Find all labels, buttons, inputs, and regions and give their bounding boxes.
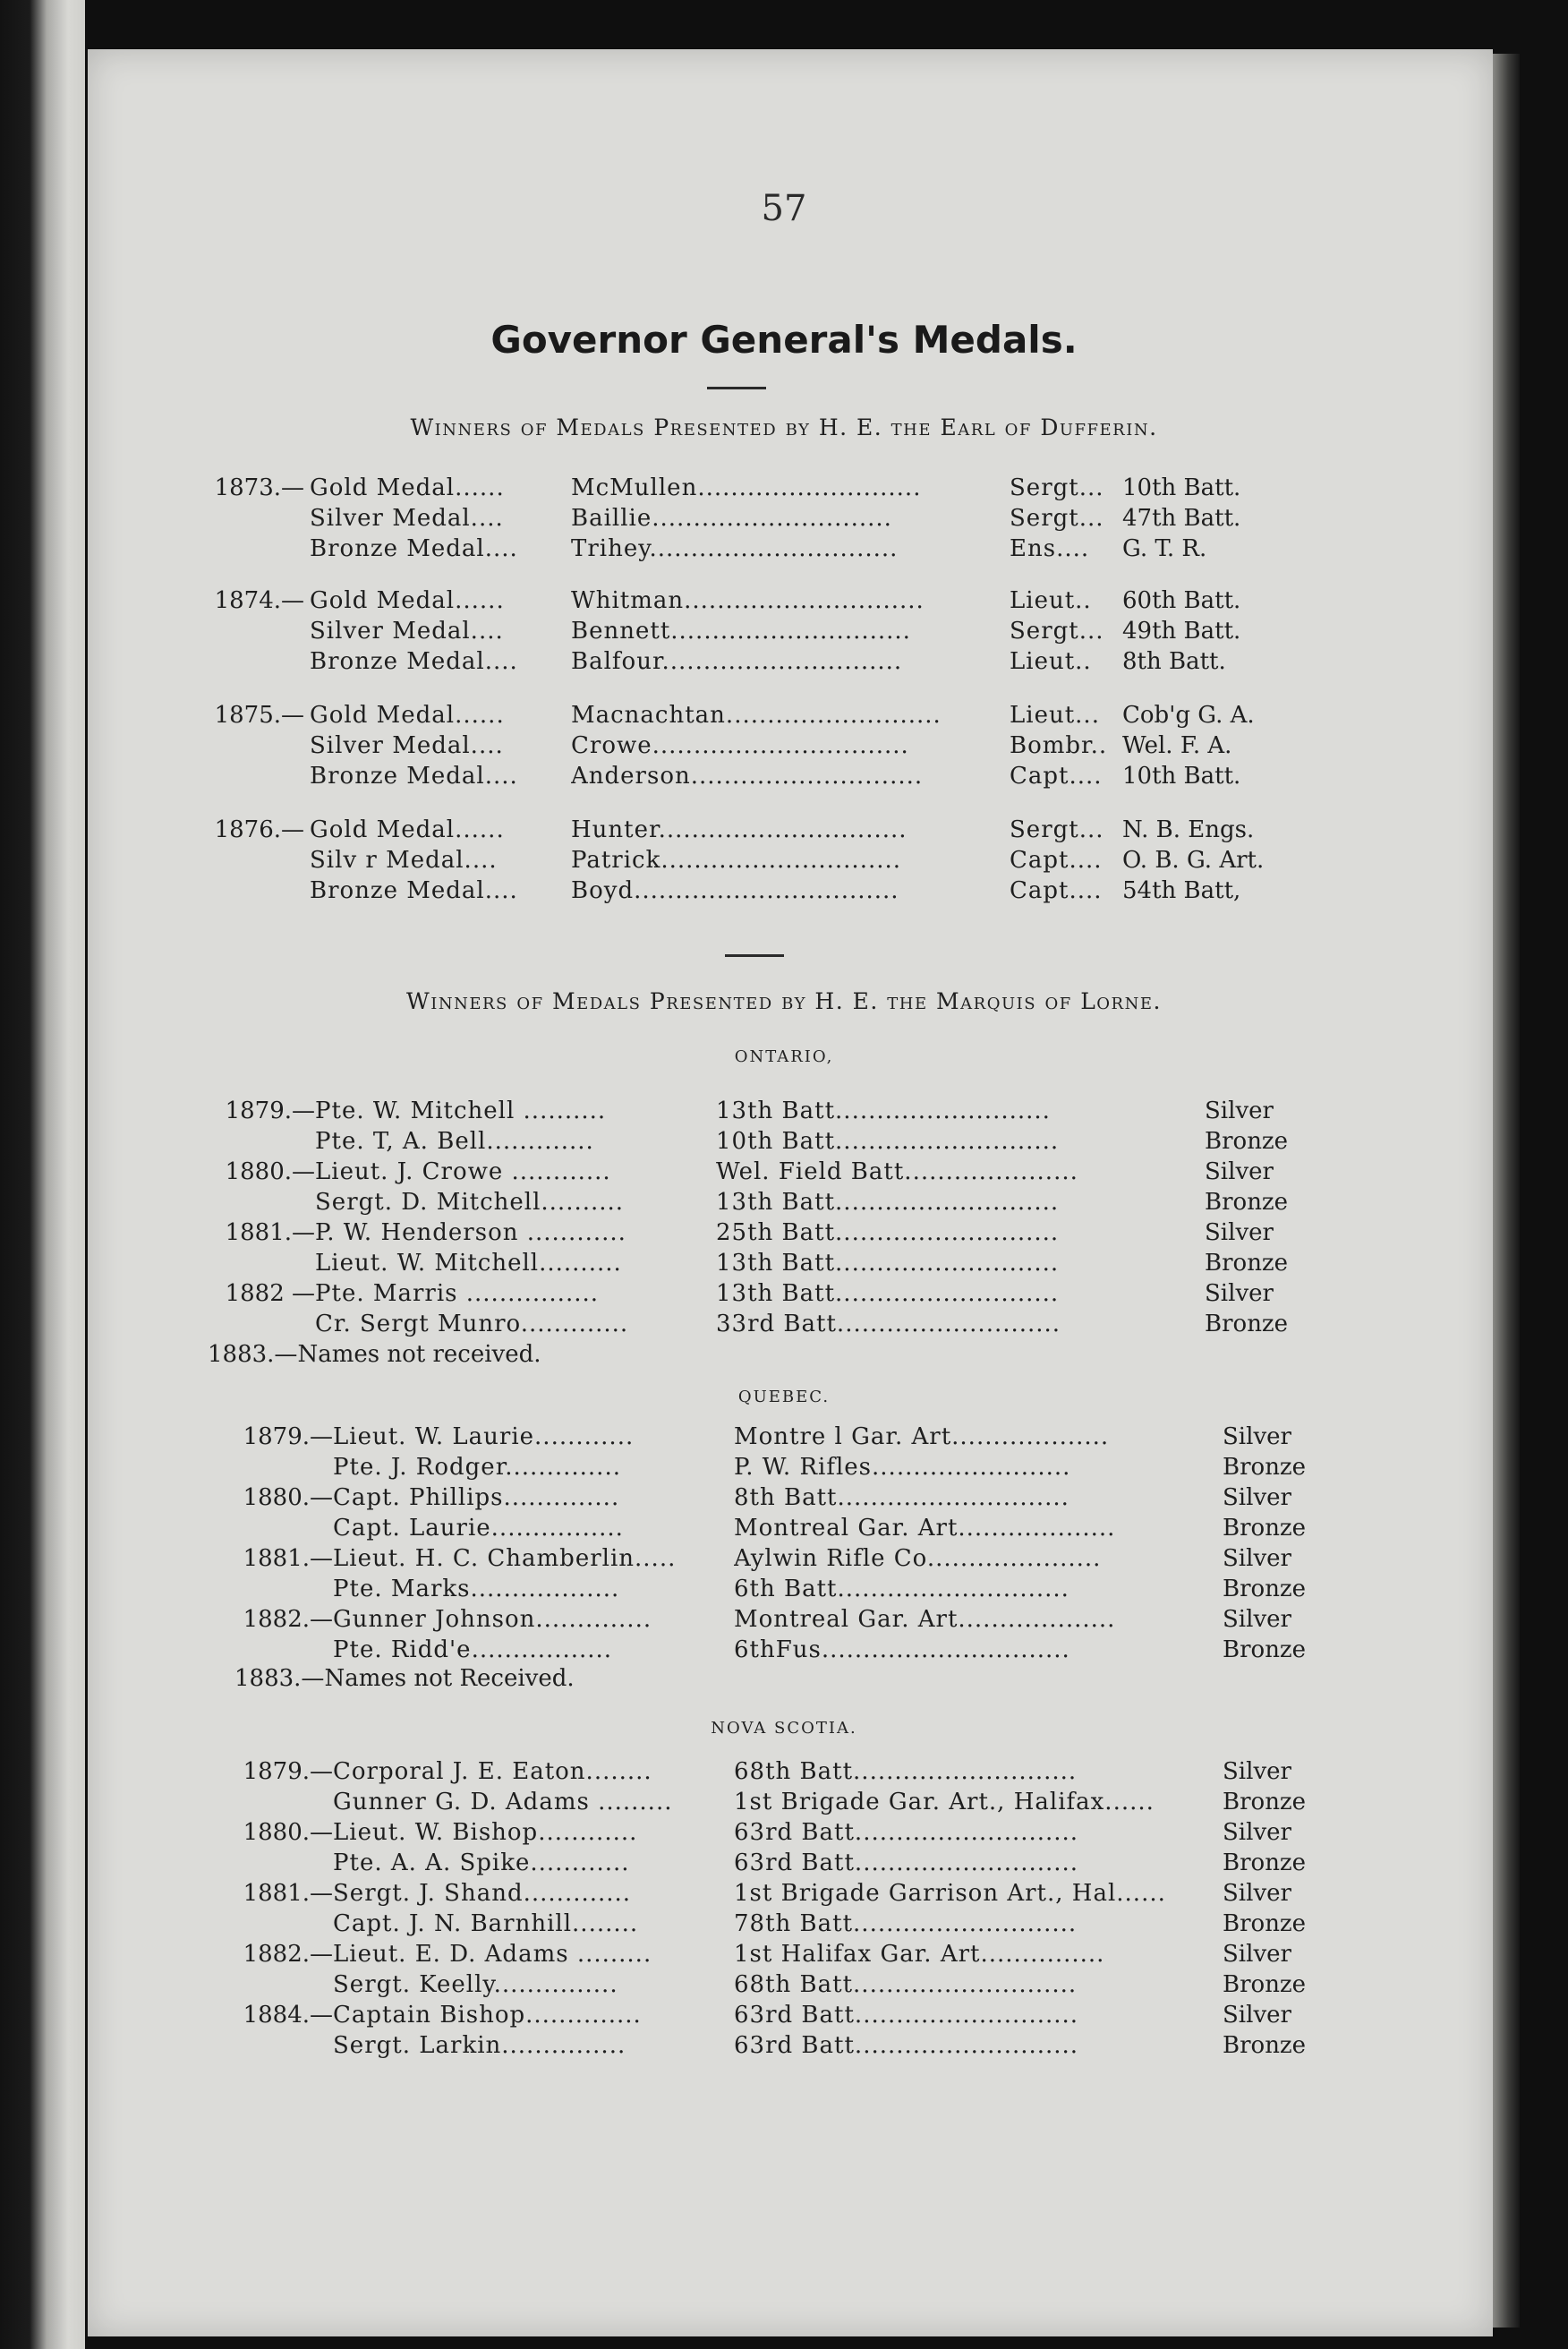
medal-row (234, 1423, 1321, 1454)
winner-name: Sergt. J. Shand............. (333, 1880, 632, 1907)
winner-rank: Sergt... (1010, 505, 1104, 532)
winner-unit: 47th Batt. (1122, 505, 1241, 532)
winner-name: Pte. Marks.................. (333, 1576, 620, 1602)
medal-row (199, 618, 1274, 648)
award-type: Bronze (1223, 1454, 1307, 1481)
winner-unit: 49th Batt. (1122, 618, 1241, 645)
award-year: 1881.— (243, 1880, 333, 1907)
winner-name: Sergt. Keelly............... (333, 1971, 618, 1998)
medal-year: 1875.— (214, 702, 304, 729)
winner-name: Sergt. D. Mitchell.......... (315, 1189, 625, 1216)
winner-corps: 1st Halifax Gar. Art............... (734, 1941, 1105, 1968)
award-year: 1881.— (243, 1545, 333, 1572)
award-year: 1880.— (243, 1819, 333, 1846)
medal-type: Silv r Medal.... (310, 847, 498, 874)
award-year: 1879.— (243, 1423, 333, 1450)
medal-row (234, 1910, 1321, 1941)
winner-name: Capt. Phillips.............. (333, 1484, 620, 1511)
winner-unit: N. B. Engs. (1122, 816, 1255, 843)
winner-name: P. W. Henderson ............ (315, 1219, 626, 1246)
winner-name: Balfour............................. (571, 648, 903, 675)
medal-row (199, 505, 1274, 535)
medal-row (234, 1758, 1321, 1789)
winner-rank: Lieut.. (1010, 648, 1092, 675)
medal-row (199, 587, 1274, 618)
winner-name: Lieut. W. Bishop............ (333, 1819, 638, 1846)
medal-row (234, 1484, 1321, 1515)
winner-unit: O. B. G. Art. (1122, 847, 1265, 874)
winner-corps: 13th Batt.......................... (716, 1098, 1051, 1124)
winner-corps: 6thFus.............................. (734, 1636, 1070, 1663)
winner-corps: 6th Batt............................ (734, 1576, 1069, 1602)
award-type: Silver (1223, 1545, 1291, 1572)
medal-row (217, 1128, 1303, 1158)
award-type: Bronze (1223, 1789, 1307, 1815)
medal-row (217, 1311, 1303, 1341)
winner-corps: 8th Batt............................ (734, 1484, 1069, 1511)
award-year: 1880.— (243, 1484, 333, 1511)
winner-corps: Montreal Gar. Art................... (734, 1606, 1116, 1633)
winner-rank: Capt.... (1010, 847, 1103, 874)
winner-name: Macnachtan.......................... (571, 702, 942, 729)
medal-row (234, 1576, 1321, 1606)
ontario-note-text: Names not received. (297, 1341, 541, 1368)
winner-name: Lieut. W. Mitchell.......... (315, 1250, 622, 1277)
winner-name: Captain Bishop.............. (333, 2002, 642, 2029)
nova-scotia-label: NOVA SCOTIA. (711, 1719, 857, 1738)
winner-corps: 25th Batt........................... (716, 1219, 1060, 1246)
winner-name: Gunner G. D. Adams ......... (333, 1789, 673, 1815)
award-type: Silver (1223, 1819, 1291, 1846)
medal-row (199, 763, 1274, 793)
page-right-edge (1493, 54, 1520, 2328)
quebec-label: QUEBEC. (737, 1388, 831, 1406)
winner-corps: 13th Batt........................... (716, 1250, 1060, 1277)
title-rule (707, 387, 766, 389)
winner-unit: 8th Batt. (1122, 648, 1226, 675)
medal-row (234, 1880, 1321, 1910)
ontario-label: ONTARIO, (734, 1047, 834, 1066)
award-year: 1881.— (225, 1219, 315, 1246)
winner-unit: 60th Batt. (1122, 587, 1241, 614)
lorne-heading: Winners of Medals Presented by H. E. the Marquis of Lorne. (406, 988, 1162, 1014)
winner-rank: Sergt... (1010, 816, 1104, 843)
award-type: Silver (1223, 1423, 1291, 1450)
medal-row (234, 2002, 1321, 2032)
winner-unit: Wel. F. A. (1122, 732, 1232, 759)
winner-name: Boyd................................ (571, 877, 899, 904)
winner-rank: Lieut... (1010, 702, 1100, 729)
medal-row (217, 1280, 1303, 1311)
award-type: Bronze (1205, 1128, 1289, 1155)
award-year: 1884.— (243, 2002, 333, 2029)
award-type: Silver (1223, 1758, 1291, 1785)
medal-type: Gold Medal...... (310, 816, 505, 843)
medal-type: Silver Medal.... (310, 732, 504, 759)
dufferin-heading: Winners of Medals Presented by H. E. the Earl of Dufferin. (410, 414, 1158, 440)
winner-name: Pte. J. Rodger.............. (333, 1454, 621, 1481)
medal-row (217, 1250, 1303, 1280)
award-year: 1882 — (225, 1280, 315, 1307)
winner-name: Bennett............................. (571, 618, 911, 645)
award-type: Silver (1205, 1098, 1274, 1124)
award-type: Bronze (1223, 1576, 1307, 1602)
medal-row (234, 1789, 1321, 1819)
award-type: Bronze (1205, 1189, 1289, 1216)
winner-corps: 63rd Batt........................... (734, 2032, 1079, 2059)
medal-type: Silver Medal.... (310, 505, 504, 532)
medal-type: Bronze Medal.... (310, 763, 518, 790)
winner-name: Lieut. J. Crowe ............ (315, 1158, 611, 1185)
winner-name: Lieut. H. C. Chamberlin..... (333, 1545, 677, 1572)
winner-corps: 63rd Batt........................... (734, 2002, 1079, 2029)
medal-row (199, 847, 1274, 877)
award-type: Silver (1205, 1158, 1274, 1185)
medal-row (234, 1941, 1321, 1971)
winner-rank: Ens.... (1010, 535, 1090, 562)
award-year: 1879.— (225, 1098, 315, 1124)
winner-name: Capt. Laurie................ (333, 1515, 624, 1542)
medal-row (234, 1636, 1321, 1667)
medal-type: Gold Medal...... (310, 587, 505, 614)
award-year: 1880.— (225, 1158, 315, 1185)
medal-row (217, 1189, 1303, 1219)
medal-type: Bronze Medal.... (310, 535, 518, 562)
medal-row (199, 648, 1274, 679)
medal-type: Gold Medal...... (310, 702, 505, 729)
winner-rank: Capt.... (1010, 763, 1103, 790)
winner-rank: Capt.... (1010, 877, 1103, 904)
award-type: Silver (1223, 1484, 1291, 1511)
winner-unit: 10th Batt. (1122, 763, 1241, 790)
winner-corps: 68th Batt........................... (734, 1758, 1078, 1785)
winner-name: Hunter.............................. (571, 816, 908, 843)
award-type: Bronze (1223, 1971, 1307, 1998)
quebec-note (234, 1665, 575, 1692)
medal-row (234, 2032, 1321, 2063)
medal-row (217, 1219, 1303, 1250)
medal-row (234, 1849, 1321, 1880)
winner-corps: 63rd Batt........................... (734, 1849, 1079, 1876)
medal-year: 1873.— (214, 474, 304, 501)
award-year: 1882.— (243, 1941, 333, 1968)
medal-row (199, 702, 1274, 732)
winner-corps: 13th Batt........................... (716, 1280, 1060, 1307)
page-number: 57 (761, 188, 807, 229)
winner-name: Anderson............................ (571, 763, 924, 790)
winner-unit: G. T. R. (1122, 535, 1207, 562)
winner-corps: 78th Batt........................... (734, 1910, 1078, 1937)
medal-row (199, 535, 1274, 566)
winner-name: Pte. W. Mitchell .......... (315, 1098, 607, 1124)
winner-name: Capt. J. N. Barnhill........ (333, 1910, 639, 1937)
winner-unit: Cob'g G. A. (1122, 702, 1255, 729)
winner-name: Lieut. E. D. Adams ......... (333, 1941, 652, 1968)
winner-name: Cr. Sergt Munro............. (315, 1311, 629, 1337)
quebec-note-year: 1883.— (234, 1665, 325, 1692)
winner-name: Corporal J. E. Eaton........ (333, 1758, 652, 1785)
medal-year: 1874.— (214, 587, 304, 614)
medal-type: Bronze Medal.... (310, 877, 518, 904)
medal-row (217, 1098, 1303, 1128)
award-type: Bronze (1223, 1515, 1307, 1542)
winner-corps: 13th Batt........................... (716, 1189, 1060, 1216)
ontario-note-year: 1883.— (208, 1341, 298, 1368)
award-type: Silver (1223, 2002, 1291, 2029)
winner-corps: 33rd Batt........................... (716, 1311, 1061, 1337)
winner-name: Gunner Johnson.............. (333, 1606, 652, 1633)
award-type: Silver (1205, 1280, 1274, 1307)
medal-row (199, 877, 1274, 908)
winner-rank: Sergt... (1010, 618, 1104, 645)
award-type: Silver (1205, 1219, 1274, 1246)
award-type: Silver (1223, 1941, 1291, 1968)
winner-corps: 68th Batt........................... (734, 1971, 1078, 1998)
medal-row (199, 732, 1274, 763)
medal-type: Gold Medal...... (310, 474, 505, 501)
winner-corps: P. W. Rifles........................ (734, 1454, 1071, 1481)
medal-row (217, 1158, 1303, 1189)
medal-type: Bronze Medal.... (310, 648, 518, 675)
winner-name: Patrick............................. (571, 847, 902, 874)
winner-name: Pte. Marris ................ (315, 1280, 599, 1307)
award-type: Bronze (1223, 1910, 1307, 1937)
winner-name: Crowe............................... (571, 732, 909, 759)
section-rule (725, 954, 784, 957)
award-type: Bronze (1205, 1250, 1289, 1277)
winner-name: Pte. T, A. Bell............. (315, 1128, 594, 1155)
winner-corps: Montre l Gar. Art................... (734, 1423, 1110, 1450)
quebec-note-text: Names not Received. (324, 1665, 575, 1692)
winner-name: Baillie............................. (571, 505, 892, 532)
winner-rank: Bombr.. (1010, 732, 1108, 759)
winner-corps: Aylwin Rifle Co..................... (734, 1545, 1102, 1572)
medal-row (199, 474, 1274, 505)
winner-name: Pte. A. A. Spike............ (333, 1849, 630, 1876)
winner-name: Sergt. Larkin............... (333, 2032, 626, 2059)
award-type: Bronze (1223, 2032, 1307, 2059)
medal-row (199, 816, 1274, 847)
award-type: Silver (1223, 1606, 1291, 1633)
winner-unit: 54th Batt, (1122, 877, 1241, 904)
medal-row (234, 1606, 1321, 1636)
winner-corps: Wel. Field Batt..................... (716, 1158, 1078, 1185)
winner-corps: 1st Brigade Garrison Art., Hal...... (734, 1880, 1166, 1907)
winner-name: Whitman............................. (571, 587, 925, 614)
award-type: Bronze (1223, 1636, 1307, 1663)
winner-name: Trihey.............................. (571, 535, 899, 562)
winner-corps: 63rd Batt........................... (734, 1819, 1079, 1846)
winner-name: Lieut. W. Laurie............ (333, 1423, 635, 1450)
medal-row (234, 1545, 1321, 1576)
winner-corps: 1st Brigade Gar. Art., Halifax...... (734, 1789, 1155, 1815)
award-year: 1882.— (243, 1606, 333, 1633)
ontario-note (208, 1341, 541, 1368)
medal-row (234, 1515, 1321, 1545)
winner-rank: Sergt... (1010, 474, 1104, 501)
award-year: 1879.— (243, 1758, 333, 1785)
medal-row (234, 1971, 1321, 2002)
medal-row (234, 1819, 1321, 1849)
medal-year: 1876.— (214, 816, 304, 843)
winner-name: McMullen........................... (571, 474, 922, 501)
winner-name: Pte. Ridd'e................. (333, 1636, 613, 1663)
award-type: Bronze (1205, 1311, 1289, 1337)
page-title: Governor General's Medals. (490, 318, 1078, 362)
award-type: Bronze (1223, 1849, 1307, 1876)
medal-type: Silver Medal.... (310, 618, 504, 645)
award-type: Silver (1223, 1880, 1291, 1907)
winner-rank: Lieut.. (1010, 587, 1092, 614)
winner-unit: 10th Batt. (1122, 474, 1241, 501)
medal-row (234, 1454, 1321, 1484)
winner-corps: 10th Batt........................... (716, 1128, 1060, 1155)
winner-corps: Montreal Gar. Art................... (734, 1515, 1116, 1542)
